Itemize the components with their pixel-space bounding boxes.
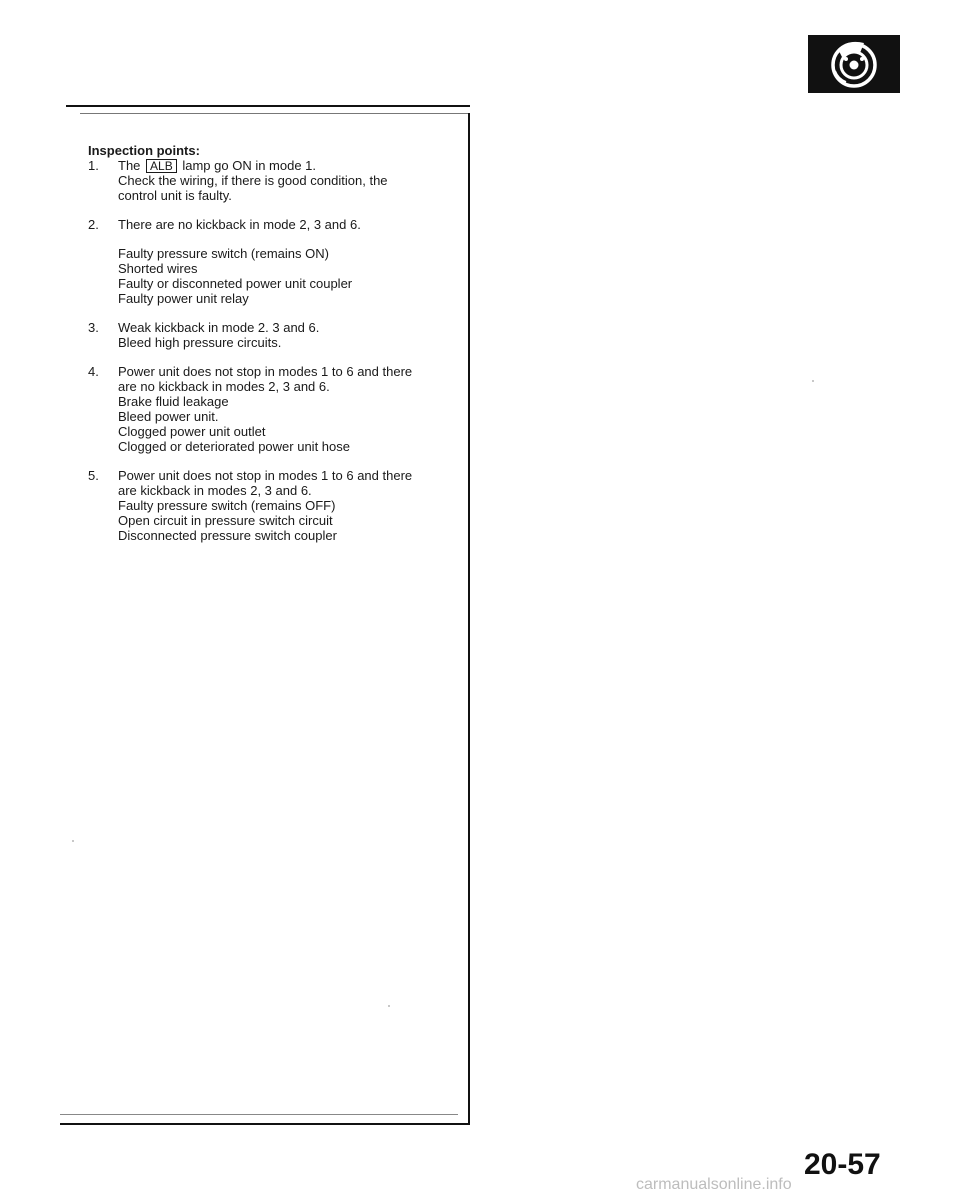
section-heading: Inspection points: xyxy=(88,143,200,158)
item-line xyxy=(118,158,460,173)
item-line: Clogged or deteriorated power unit hose xyxy=(118,439,350,454)
item-line: are kickback in modes 2, 3 and 6. xyxy=(118,483,312,498)
item-line: Disconnected pressure switch coupler xyxy=(118,528,337,543)
item-line: Open circuit in pressure switch circuit xyxy=(118,513,333,528)
item-number: 4. xyxy=(88,364,99,379)
item-line: Power unit does not stop in modes 1 to 6 and there xyxy=(118,364,413,379)
inspection-item-1 xyxy=(88,158,460,203)
frame-bottom-inner-rule xyxy=(60,1114,458,1115)
scan-speck xyxy=(388,1005,390,1007)
item-line: Bleed high pressure circuits. xyxy=(118,335,282,350)
frame-bottom-rule xyxy=(60,1123,470,1125)
item-line: Faulty pressure switch (remains ON) xyxy=(118,246,329,261)
brake-disc-icon xyxy=(808,35,900,93)
item-line: Power unit does not stop in modes 1 to 6 and there xyxy=(118,468,413,483)
item-number: 3. xyxy=(88,320,99,335)
footer-watermark-url[interactable]: carmanualsonline.info xyxy=(636,1176,792,1193)
item-line: Brake fluid leakage xyxy=(118,394,229,409)
item-number: 5. xyxy=(88,468,99,483)
inspection-item-5 xyxy=(88,468,460,543)
frame-top-rule xyxy=(66,105,470,107)
item-line: Check the wiring, if there is good condition, the xyxy=(118,173,388,188)
line-text: The xyxy=(118,158,141,173)
alb-warning-lamp-badge: ALB xyxy=(146,159,177,173)
item-line: Faulty power unit relay xyxy=(118,291,249,306)
item-line: Bleed power unit. xyxy=(118,409,219,424)
inspection-points-section xyxy=(88,143,460,543)
item-number: 1. xyxy=(88,158,99,173)
item-line: are no kickback in modes 2, 3 and 6. xyxy=(118,379,330,394)
frame-right-rule xyxy=(468,113,470,1125)
item-line: Faulty or disconneted power unit coupler xyxy=(118,276,353,291)
item-number: 2. xyxy=(88,217,99,232)
inspection-item-4 xyxy=(88,364,460,454)
item-line: Faulty pressure switch (remains OFF) xyxy=(118,498,336,513)
frame-top-inner-rule xyxy=(80,113,470,114)
item-line: There are no kickback in mode 2, 3 and 6. xyxy=(118,217,361,232)
item-line: Clogged power unit outlet xyxy=(118,424,266,439)
line-text: lamp go ON in mode 1. xyxy=(182,158,317,173)
scan-speck xyxy=(812,380,814,382)
inspection-item-2 xyxy=(88,217,460,306)
item-line: Shorted wires xyxy=(118,261,198,276)
inspection-item-3 xyxy=(88,320,460,350)
page-number: 20-57 xyxy=(804,1148,881,1181)
item-line: control unit is faulty. xyxy=(118,188,232,203)
item-line: Weak kickback in mode 2. 3 and 6. xyxy=(118,320,320,335)
scan-speck xyxy=(72,840,74,842)
